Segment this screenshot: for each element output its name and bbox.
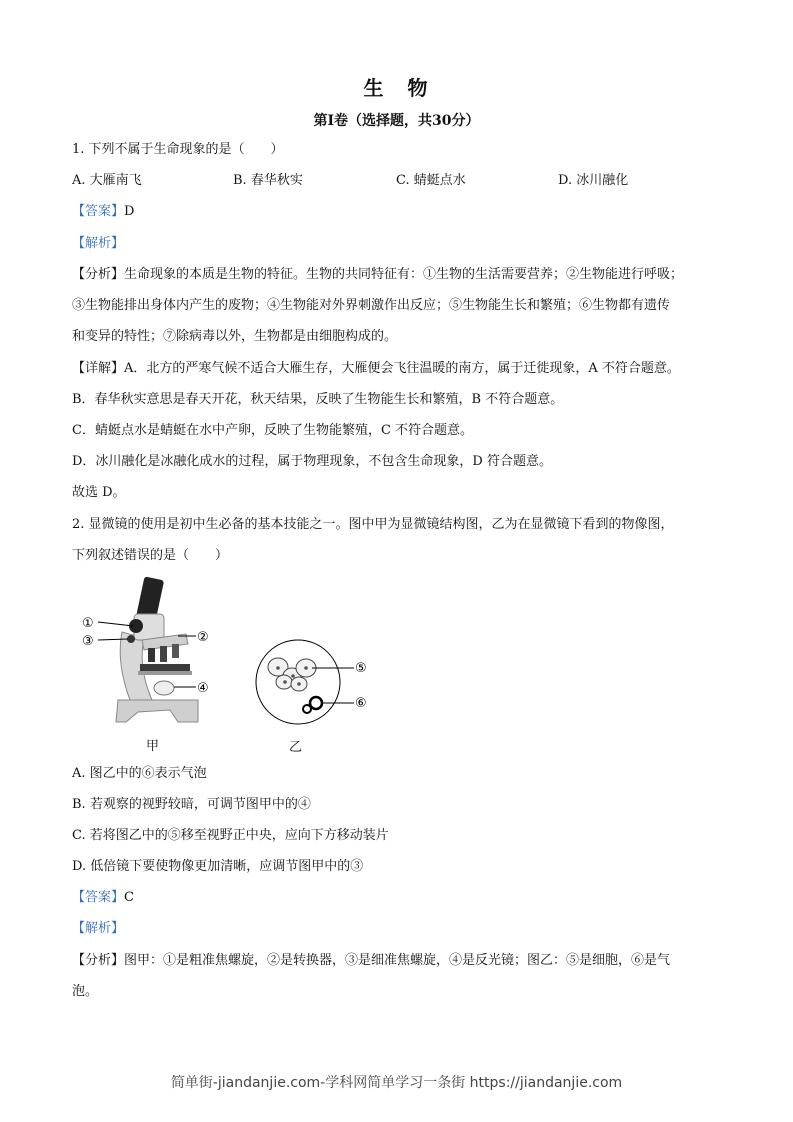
caption-yi: 乙 [289, 740, 303, 755]
label-1: ① [82, 616, 94, 631]
q2-analysis-tag: 【解析】 [72, 921, 125, 936]
q1-option-d: D. 冰川融化 [558, 173, 629, 188]
q1-answer [72, 204, 134, 220]
fenxi-tag: 【分析】 [72, 953, 125, 968]
page-title: 生 物 [363, 76, 430, 100]
q2-fenxi-line-2: 泡。 [72, 984, 99, 999]
label-4: ④ [197, 681, 209, 696]
q1-fenxi-line-3: 和变异的特性；⑦除病毒以外，生物都是由细胞构成的。 [72, 329, 398, 344]
label-5: ⑤ [355, 661, 367, 676]
q1-fenxi-line-2: ③生物能排出身体内产生的废物；④生物能对外界刺激作出反应；⑤生物能生长和繁殖；⑥生物都有遗传 [72, 298, 671, 313]
label-2: ② [197, 630, 209, 645]
q1-detail-line-3: C．蜻蜓点水是蜻蜓在水中产卵，反映了生物能繁殖，C 不符合题意。 [72, 423, 474, 438]
fenxi-text: 图甲：①是粗准焦螺旋，②是转换器，③是细准焦螺旋，④是反光镜；图乙：⑤是细胞，⑥是气 [124, 953, 671, 968]
fenxi-text: 生命现象的本质是生物的特征。生物的共同特征有：①生物的生活需要营养；②生物能进行呼吸； [124, 267, 684, 282]
fenxi-tag: 【分析】 [72, 267, 125, 282]
answer-tag: 【答案】 [72, 204, 125, 219]
q1-detail-line-1 [72, 361, 680, 377]
detail-tag: 【详解】 [72, 361, 125, 376]
label-3: ③ [82, 634, 94, 649]
q1-analysis-tag: 【解析】 [72, 236, 125, 251]
q2-option-a: A. 图乙中的⑥表示气泡 [72, 766, 207, 781]
answer-tag: 【答案】 [72, 890, 125, 905]
microscope-figure [78, 572, 378, 732]
q2-fenxi-line-1 [72, 953, 670, 969]
section-title: 第Ⅰ卷（选择题，共30分） [313, 113, 480, 129]
q1-option-c: C. 蜻蜓点水 [396, 173, 466, 188]
footer-watermark: 简单街-jiandanjie.com-学科网简单学习一条街 https://jiandanjie.com [170, 1075, 623, 1091]
answer-value: D [124, 204, 135, 219]
q1-stem: 1. 下列不属于生命现象的是（ ） [72, 142, 284, 157]
air-bubbles [303, 697, 322, 713]
caption-jia: 甲 [146, 739, 160, 754]
q1-detail-line-4: D．冰川融化是冰融化成水的过程，属于物理现象，不包含生命现象，D 符合题意。 [72, 454, 552, 469]
q2-option-d: D. 低倍镜下要使物像更加清晰，应调节图甲中的③ [72, 859, 364, 874]
q1-option-b: B. 春华秋实 [233, 173, 303, 188]
q2-option-b: B. 若观察的视野较暗，可调节图甲中的④ [72, 797, 311, 812]
q1-detail-line-2: B．春华秋实意思是春天开花，秋天结果，反映了生物能生长和繁殖，B 不符合题意。 [72, 392, 564, 407]
q1-fenxi-line-1 [72, 267, 683, 283]
q1-conclusion: 故选 D。 [72, 485, 126, 500]
q1-option-a: A. 大雁南飞 [72, 173, 142, 188]
q2-option-c: C. 若将图乙中的⑤移至视野正中央，应向下方移动装片 [72, 828, 389, 843]
answer-value: C [124, 890, 134, 905]
q2-answer [72, 890, 134, 906]
q2-stem-line-2: 下列叙述错误的是（ ） [72, 548, 229, 563]
label-6: ⑥ [355, 696, 367, 711]
cell-cluster [268, 658, 316, 691]
q2-stem-line-1: 2. 显微镜的使用是初中生必备的基本技能之一。图中甲为显微镜结构图，乙为在显微镜下看到的物像图， [72, 517, 674, 532]
detail-text: A．北方的严寒气候不适合大雁生存，大雁便会飞往温暖的南方，属于迁徙现象，A 不符合题意。 [124, 361, 680, 376]
